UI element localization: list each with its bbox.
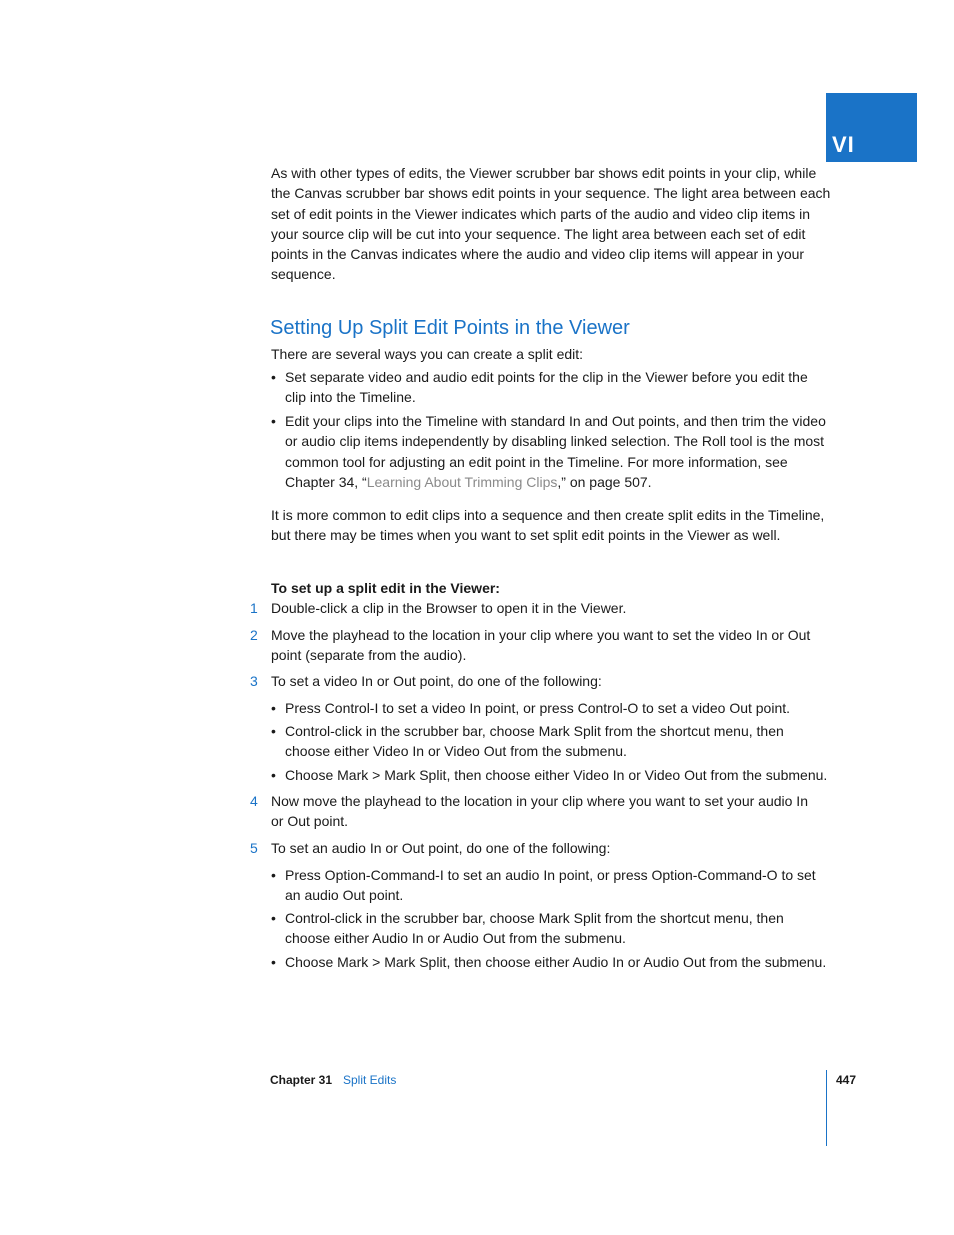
bullet-dot: • bbox=[271, 910, 276, 926]
step-text: To set an audio In or Out point, do one of the following: bbox=[271, 840, 611, 856]
step-text: To set a video In or Out point, do one of the following: bbox=[271, 673, 602, 689]
footer-section-link[interactable]: Split Edits bbox=[343, 1073, 397, 1087]
bullet-text-after: ,” on page 507. bbox=[557, 473, 652, 490]
second-paragraph: It is more common to edit clips into a sequence and then create split edits in the Timeline, but there may be times when you want to set split edit points in the Viewer as well. bbox=[271, 507, 825, 544]
bullet-dot: • bbox=[271, 413, 276, 429]
bullet-dot: • bbox=[271, 700, 276, 716]
step-number: 3 bbox=[250, 673, 258, 689]
bullet-text: Choose Mark > Mark Split, then choose either Audio In or Audio Out from the submenu. bbox=[285, 954, 827, 970]
step-text: Move the playhead to the location in your clip where you want to set the video In or Out point (separate from the audio). bbox=[271, 627, 811, 664]
bullet-text bbox=[285, 411, 830, 492]
step-number: 2 bbox=[250, 627, 258, 643]
bullet-text-before: Edit your clips into the Timeline with standard In and Out points, and then trim the video or audio clip items independently by disabling linked selection. The Roll tool is the most common tool for adjusting an edit point in the Timeline. For more information, see Chapter 34, “ bbox=[285, 413, 826, 490]
procedure-title: To set up a split edit in the Viewer: bbox=[271, 580, 500, 596]
step-number: 1 bbox=[250, 600, 258, 616]
bullet-text: Control-click in the scrubber bar, choose Mark Split from the shortcut menu, then choose either Video In or Video Out from the submenu. bbox=[285, 723, 784, 760]
bullet-text: Control-click in the scrubber bar, choose Mark Split from the shortcut menu, then choose either Audio In or Audio Out from the submenu. bbox=[285, 910, 784, 947]
footer-divider bbox=[826, 1070, 827, 1146]
intro-paragraph: As with other types of edits, the Viewer scrubber bar shows edit points in your clip, while the Canvas scrubber bar shows edit points in your sequence. The light area between each set of edit points in the Viewer indicates which parts of the audio and video clip items in your source clip will be cut into your sequence. The light area between each set of edit points in the Canvas indicates where the audio and video clip items will appear in your sequence. bbox=[271, 165, 831, 283]
lead-paragraph: There are several ways you can create a split edit: bbox=[271, 346, 584, 362]
bullet-text: Press Control-I to set a video In point, or press Control-O to set a video Out point. bbox=[285, 700, 791, 716]
section-heading: Setting Up Split Edit Points in the Viewer bbox=[270, 317, 630, 339]
bullet-text: Set separate video and audio edit points for the clip in the Viewer before you edit the clip into the Timeline. bbox=[285, 369, 808, 406]
step-text: Double-click a clip in the Browser to open it in the Viewer. bbox=[271, 600, 627, 616]
bullet-dot: • bbox=[271, 954, 276, 970]
step-text: Now move the playhead to the location in your clip where you want to set your audio In or Out point. bbox=[271, 793, 808, 830]
page-number: 447 bbox=[836, 1073, 857, 1087]
bullet-text: Choose Mark > Mark Split, then choose either Video In or Video Out from the submenu. bbox=[285, 767, 828, 783]
bullet-dot: • bbox=[271, 867, 276, 883]
part-tab bbox=[826, 93, 917, 162]
bullet-text: Press Option-Command-I to set an audio In point, or press Option-Command-O to set an audio Out point. bbox=[285, 867, 816, 904]
bullet-dot: • bbox=[271, 767, 276, 783]
bullet-dot: • bbox=[271, 369, 276, 385]
step-number: 4 bbox=[250, 793, 258, 809]
bullet-dot: • bbox=[271, 723, 276, 739]
footer-chapter: Chapter 31 bbox=[270, 1073, 333, 1087]
part-tab-label: VI bbox=[832, 132, 855, 157]
trimming-clips-link[interactable]: Learning About Trimming Clips bbox=[366, 473, 558, 490]
step-number: 5 bbox=[250, 840, 258, 856]
